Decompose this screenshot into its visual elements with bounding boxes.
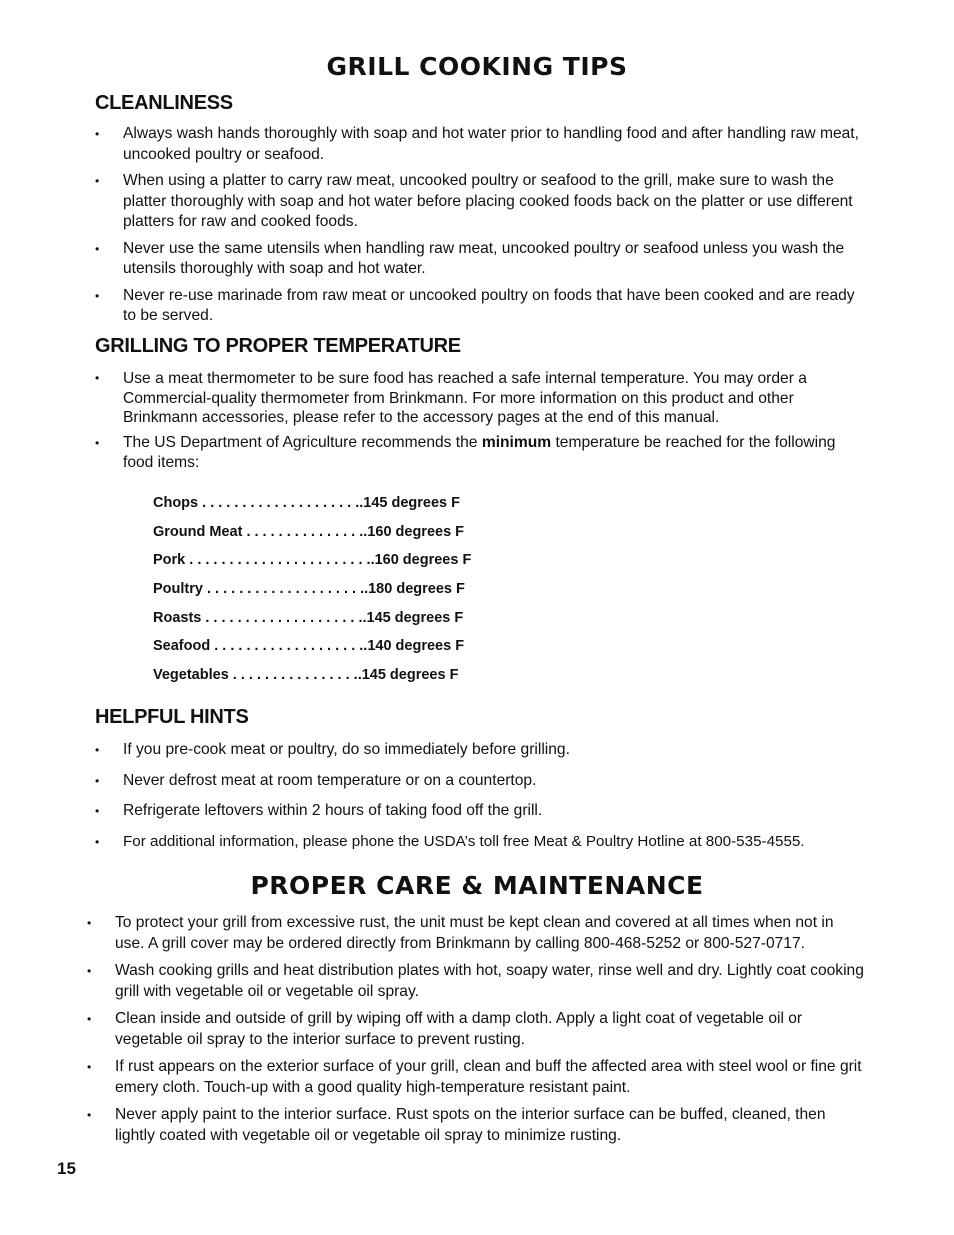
list-item xyxy=(87,1057,867,1098)
food-name: Poultry . . . . . . . . . . . . . . . . . . . . xyxy=(153,581,365,598)
bullet-icon: • xyxy=(95,174,100,188)
food-temp: .140 degrees F xyxy=(363,638,465,655)
list-item xyxy=(95,832,865,853)
hints-heading: HELPFUL HINTS xyxy=(95,706,249,728)
food-temp: .145 degrees F xyxy=(357,667,459,684)
list-item-text: Clean inside and outside of grill by wiping off with a damp cloth. Apply a light coat of vegetable oil or vegetable oil spray to the interior surface to prevent rusting. xyxy=(115,1010,803,1048)
list-item-text: Wash cooking grills and heat distribution plates with hot, soapy water, rinse well and dry. Lightly coat cooking grill with vegetable oil or vegetable oil spray. xyxy=(115,962,864,1000)
care-list xyxy=(87,913,867,1146)
usda-text-before: The US Department of Agriculture recommends the xyxy=(123,433,482,451)
bullet-icon: • xyxy=(87,964,92,978)
list-item-text: For additional information, please phone the USDA’s toll free Meat & Poultry Hotline at 800-535-4555. xyxy=(123,832,805,850)
list-item-text: Never apply paint to the interior surface. Rust spots on the interior surface can be buffed, cleaned, then lightly coated with vegetable oil or vegetable oil spray to minimize rusting. xyxy=(115,1106,826,1144)
food-name: Vegetables . . . . . . . . . . . . . . . . xyxy=(153,667,358,684)
list-item-text: To protect your grill from excessive rust, the unit must be kept clean and covered at all times when not in use. A grill cover may be ordered directly from Brinkmann by calling 800-468-5252 or 800-527-0717. xyxy=(115,914,834,952)
table-row xyxy=(153,581,471,610)
food-name: Roasts . . . . . . . . . . . . . . . . . . . . xyxy=(153,609,363,626)
bullet-icon: • xyxy=(95,127,100,141)
list-item-text: If rust appears on the exterior surface of your grill, clean and buff the affected area with steel wool or fine grit emery cloth. Touch-up with a good quality high-temperature resistant paint. xyxy=(115,1058,862,1096)
food-name: Pork . . . . . . . . . . . . . . . . . . . . . . . xyxy=(153,552,371,569)
table-row xyxy=(153,524,471,553)
page-number: 15 xyxy=(57,1159,76,1178)
table-row xyxy=(153,638,471,667)
list-item-text: Never re-use marinade from raw meat or uncooked poultry on foods that have been cooked and are ready to be served. xyxy=(123,286,855,324)
bullet-icon: • xyxy=(95,804,100,818)
bullet-icon: • xyxy=(95,435,100,450)
bullet-icon: • xyxy=(95,288,100,303)
list-item xyxy=(87,913,867,954)
list-item xyxy=(95,124,865,165)
cleanliness-heading: CLEANLINESS xyxy=(95,92,233,114)
list-item-text: Refrigerate leftovers within 2 hours of taking food off the grill. xyxy=(123,802,543,819)
cleanliness-list xyxy=(95,124,865,327)
list-item-text: If you pre-cook meat or poultry, do so immediately before grilling. xyxy=(123,741,570,758)
bullet-icon: • xyxy=(95,834,100,849)
bullet-icon: • xyxy=(87,1012,92,1026)
bullet-icon: • xyxy=(87,916,92,930)
hints-list xyxy=(95,740,865,852)
temperature-list xyxy=(95,369,865,474)
minimum-emphasis: minimum xyxy=(481,433,552,451)
bullet-icon: • xyxy=(95,743,100,757)
list-item xyxy=(95,286,865,327)
list-item xyxy=(95,369,865,428)
food-name: Seafood . . . . . . . . . . . . . . . . . . . xyxy=(153,638,364,655)
food-temp: .180 degrees F xyxy=(364,581,465,598)
care-title: PROPER CARE & MAINTENANCE xyxy=(250,871,704,900)
table-row xyxy=(153,667,471,696)
bullet-icon: • xyxy=(95,773,100,788)
table-row xyxy=(153,495,471,524)
bullet-icon: • xyxy=(87,1060,92,1074)
table-row xyxy=(153,610,471,639)
list-item xyxy=(87,961,867,1002)
food-temp: .145 degrees F xyxy=(362,609,464,626)
list-item xyxy=(87,1009,867,1050)
table-row xyxy=(153,552,471,581)
list-item-text: Use a meat thermometer to be sure food has reached a safe internal temperature. You may order a Commercial-quality thermometer from Brinkmann. For more information on this product and other Brinkmann accessories, please refer to the accessory pages at the end of this manual. xyxy=(123,370,807,426)
food-temp: .145 degrees F xyxy=(359,495,460,511)
bullet-icon: • xyxy=(95,371,100,385)
list-item xyxy=(95,433,865,474)
list-item xyxy=(95,239,865,280)
food-temp: .160 degrees F xyxy=(370,552,472,569)
list-item xyxy=(95,171,865,233)
temperature-heading: GRILLING TO PROPER TEMPERATURE xyxy=(95,335,461,357)
page-title: GRILL COOKING TIPS xyxy=(326,52,628,81)
usda-text-after: temperature be reached for the following food items: xyxy=(123,433,836,471)
list-item-text: Never defrost meat at room temperature or on a countertop. xyxy=(123,771,537,789)
list-item-text xyxy=(123,434,835,472)
list-item-text: When using a platter to carry raw meat, uncooked poultry or seafood to the grill, make sure to wash the platter thoroughly with soap and hot water before placing cooked foods back on the platter or use different platters for raw and cooked foods. xyxy=(123,172,853,230)
list-item xyxy=(95,740,865,761)
list-item-text: Never use the same utensils when handling raw meat, uncooked poultry or seafood unless you wash the utensils thoroughly with soap and hot water. xyxy=(123,239,845,277)
bullet-icon: • xyxy=(95,241,100,256)
list-item xyxy=(87,1105,867,1146)
food-name: Ground Meat . . . . . . . . . . . . . . . xyxy=(153,523,364,540)
temperature-table xyxy=(153,495,471,696)
bullet-icon: • xyxy=(87,1108,92,1122)
food-temp: .160 degrees F xyxy=(363,523,465,540)
food-name: Chops . . . . . . . . . . . . . . . . . . . . xyxy=(153,495,360,511)
list-item xyxy=(95,801,865,822)
list-item-text: Always wash hands thoroughly with soap and hot water prior to handling food and after handling raw meat, uncooked poultry or seafood. xyxy=(123,125,859,163)
list-item xyxy=(95,771,865,792)
